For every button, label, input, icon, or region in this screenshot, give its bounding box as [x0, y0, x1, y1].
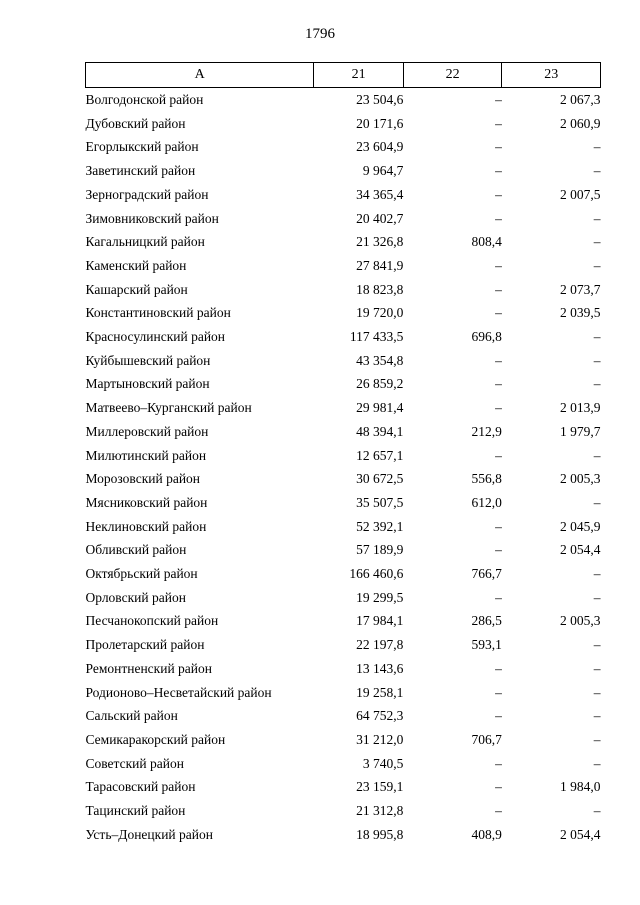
table-row	[86, 372, 601, 396]
value-23-cell: 1 979,7	[560, 423, 601, 439]
table-row	[86, 752, 601, 776]
district-name-cell: Орловский район	[85, 589, 186, 605]
value-22-cell: –	[495, 660, 502, 676]
table-row	[86, 586, 601, 610]
value-21-cell: 20 171,6	[356, 115, 404, 131]
value-21-cell: 9 964,7	[362, 163, 404, 179]
value-22-cell: –	[495, 684, 502, 700]
value-23-cell: –	[593, 210, 601, 226]
district-name-cell: Тацинский район	[85, 803, 186, 819]
value-21-cell: 12 657,1	[356, 447, 404, 463]
value-21-cell: 3 740,5	[362, 755, 404, 771]
value-22-cell: –	[495, 803, 502, 819]
district-name-cell: Мясниковский район	[85, 494, 208, 510]
district-name-cell: Семикаракорский район	[85, 731, 226, 747]
value-23-cell: –	[593, 494, 601, 510]
value-22-cell: –	[495, 376, 502, 392]
table-row	[86, 420, 601, 444]
value-21-cell: 52 392,1	[356, 518, 404, 534]
district-name-cell: Ремонтненский район	[85, 660, 212, 676]
value-22-cell: –	[495, 447, 502, 463]
column-header-23: 23	[502, 63, 601, 88]
table-header-row	[86, 63, 601, 88]
value-22-cell: 212,9	[471, 423, 502, 439]
table-row	[86, 775, 601, 799]
value-21-cell: 21 312,8	[356, 803, 404, 819]
value-23-cell: 2 054,4	[560, 826, 601, 842]
district-name-cell: Дубовский район	[85, 115, 186, 131]
value-23-cell: –	[593, 139, 601, 155]
table-row	[86, 491, 601, 515]
district-name-cell: Красносулинский район	[85, 329, 226, 345]
value-21-cell: 26 859,2	[356, 376, 404, 392]
value-22-cell: 808,4	[471, 234, 502, 250]
value-22-cell: 408,9	[471, 826, 502, 842]
district-name-cell: Мартыновский район	[85, 376, 210, 392]
district-name-cell: Куйбышевский район	[85, 352, 211, 368]
value-23-cell: –	[593, 447, 601, 463]
value-23-cell: –	[593, 731, 601, 747]
value-21-cell: 166 460,6	[349, 566, 404, 582]
table-row	[86, 230, 601, 254]
page-number: 1796	[305, 26, 335, 42]
budget-table	[85, 62, 601, 847]
value-21-cell: 21 326,8	[356, 234, 404, 250]
table-row	[86, 657, 601, 681]
value-22-cell: –	[495, 542, 502, 558]
district-name-cell: Песчанокопский район	[85, 613, 219, 629]
table-row	[86, 609, 601, 633]
value-23-cell: –	[593, 257, 601, 273]
district-name-cell: Октябрьский район	[85, 566, 198, 582]
value-23-cell: –	[593, 566, 601, 582]
value-23-cell: 2 060,9	[560, 115, 601, 131]
value-22-cell: 593,1	[471, 637, 502, 653]
value-21-cell: 35 507,5	[356, 494, 404, 510]
value-23-cell: 2 005,3	[560, 613, 601, 629]
value-21-cell: 20 402,7	[356, 210, 404, 226]
value-23-cell: 2 067,3	[560, 92, 601, 107]
column-header-21: 21	[314, 63, 404, 88]
value-22-cell: –	[495, 92, 502, 107]
value-23-cell: 2 054,4	[560, 542, 601, 558]
table-row	[86, 633, 601, 657]
value-21-cell: 17 984,1	[356, 613, 404, 629]
value-22-cell: 766,7	[471, 566, 502, 582]
value-23-cell: –	[593, 163, 601, 179]
value-21-cell: 19 720,0	[356, 305, 404, 321]
table-row	[86, 467, 601, 491]
value-23-cell: 2 007,5	[560, 186, 601, 202]
district-name-cell: Матвеево–Курганский район	[85, 400, 252, 416]
district-name-cell: Миллеровский район	[85, 423, 209, 439]
value-22-cell: 556,8	[471, 471, 502, 487]
value-21-cell: 23 604,9	[356, 139, 404, 155]
value-21-cell: 29 981,4	[356, 400, 404, 416]
table-row	[86, 88, 601, 112]
value-21-cell: 23 159,1	[356, 779, 404, 795]
table-row	[86, 112, 601, 136]
value-22-cell: –	[495, 400, 502, 416]
district-name-cell: Зимовниковский район	[85, 210, 219, 226]
district-name-cell: Морозовский район	[85, 471, 201, 487]
table-row	[86, 704, 601, 728]
district-name-cell: Сальский район	[85, 708, 178, 724]
table-row	[86, 159, 601, 183]
column-header-a: А	[86, 63, 314, 88]
value-22-cell: –	[495, 139, 502, 155]
table-row	[86, 538, 601, 562]
value-21-cell: 31 212,0	[356, 731, 404, 747]
value-21-cell: 30 672,5	[356, 471, 404, 487]
district-name-cell: Усть–Донецкий район	[85, 826, 213, 842]
district-name-cell: Заветинский район	[85, 163, 196, 179]
table-row	[86, 444, 601, 468]
value-23-cell: –	[593, 708, 601, 724]
district-name-cell: Кашарский район	[85, 281, 188, 297]
value-22-cell: –	[495, 210, 502, 226]
value-22-cell: –	[495, 589, 502, 605]
value-22-cell: –	[495, 257, 502, 273]
value-23-cell: –	[593, 376, 601, 392]
district-name-cell: Советский район	[85, 755, 184, 771]
table-row	[86, 799, 601, 823]
value-23-cell: –	[593, 352, 601, 368]
value-21-cell: 22 197,8	[356, 637, 404, 653]
district-name-cell: Тарасовский район	[85, 779, 196, 795]
value-22-cell: –	[495, 186, 502, 202]
value-22-cell: –	[495, 708, 502, 724]
value-21-cell: 18 995,8	[356, 826, 404, 842]
value-21-cell: 18 823,8	[356, 281, 404, 297]
table-row	[86, 301, 601, 325]
value-23-cell: –	[593, 234, 601, 250]
value-21-cell: 57 189,9	[356, 542, 404, 558]
value-23-cell: 2 039,5	[560, 305, 601, 321]
value-21-cell: 34 365,4	[356, 186, 404, 202]
value-22-cell: –	[495, 518, 502, 534]
district-name-cell: Константиновский район	[85, 305, 231, 321]
table-row	[86, 349, 601, 373]
value-22-cell: 286,5	[471, 613, 502, 629]
value-21-cell: 23 504,6	[356, 92, 404, 107]
table-row	[86, 325, 601, 349]
district-name-cell: Егорлыкский район	[85, 139, 199, 155]
table-row	[86, 562, 601, 586]
value-23-cell: –	[593, 755, 601, 771]
table-row	[86, 207, 601, 231]
value-21-cell: 13 143,6	[356, 660, 404, 676]
value-21-cell: 27 841,9	[356, 257, 404, 273]
value-23-cell: –	[593, 329, 601, 345]
value-22-cell: –	[495, 779, 502, 795]
table-row	[86, 681, 601, 705]
value-22-cell: –	[495, 305, 502, 321]
value-23-cell: 1 984,0	[560, 779, 601, 795]
table-row	[86, 135, 601, 159]
district-name-cell: Каменский район	[85, 257, 187, 273]
district-name-cell: Милютинский район	[85, 447, 207, 463]
value-23-cell: –	[593, 589, 601, 605]
value-22-cell: 612,0	[471, 494, 502, 510]
table-row	[86, 823, 601, 847]
table-row	[86, 515, 601, 539]
table-body	[86, 88, 601, 847]
table-row	[86, 728, 601, 752]
column-header-22: 22	[403, 63, 502, 88]
district-name-cell: Пролетарский район	[85, 637, 205, 653]
value-22-cell: –	[495, 352, 502, 368]
value-21-cell: 117 433,5	[349, 329, 404, 345]
value-23-cell: –	[593, 637, 601, 653]
value-23-cell: 2 005,3	[560, 471, 601, 487]
value-23-cell: 2 013,9	[560, 400, 601, 416]
value-23-cell: 2 045,9	[560, 518, 601, 534]
table-row	[86, 396, 601, 420]
table-row	[86, 278, 601, 302]
district-name-cell: Волгодонской район	[85, 92, 204, 107]
value-23-cell: –	[593, 803, 601, 819]
value-21-cell: 48 394,1	[356, 423, 404, 439]
value-22-cell: 696,8	[471, 329, 502, 345]
district-name-cell: Обливский район	[85, 542, 187, 558]
value-22-cell: –	[495, 755, 502, 771]
value-22-cell: –	[495, 281, 502, 297]
district-name-cell: Неклиновский район	[85, 518, 207, 534]
district-name-cell: Родионово–Несветайский район	[85, 684, 272, 700]
value-21-cell: 64 752,3	[356, 708, 404, 724]
district-name-cell: Кагальницкий район	[85, 234, 205, 250]
value-21-cell: 43 354,8	[356, 352, 404, 368]
value-23-cell: –	[593, 660, 601, 676]
table-row	[86, 254, 601, 278]
value-23-cell: –	[593, 684, 601, 700]
value-22-cell: 706,7	[471, 731, 502, 747]
table-row	[86, 183, 601, 207]
district-name-cell: Зерноградский район	[85, 186, 209, 202]
value-21-cell: 19 299,5	[356, 589, 404, 605]
value-22-cell: –	[495, 163, 502, 179]
value-21-cell: 19 258,1	[356, 684, 404, 700]
value-23-cell: 2 073,7	[560, 281, 601, 297]
value-22-cell: –	[495, 115, 502, 131]
